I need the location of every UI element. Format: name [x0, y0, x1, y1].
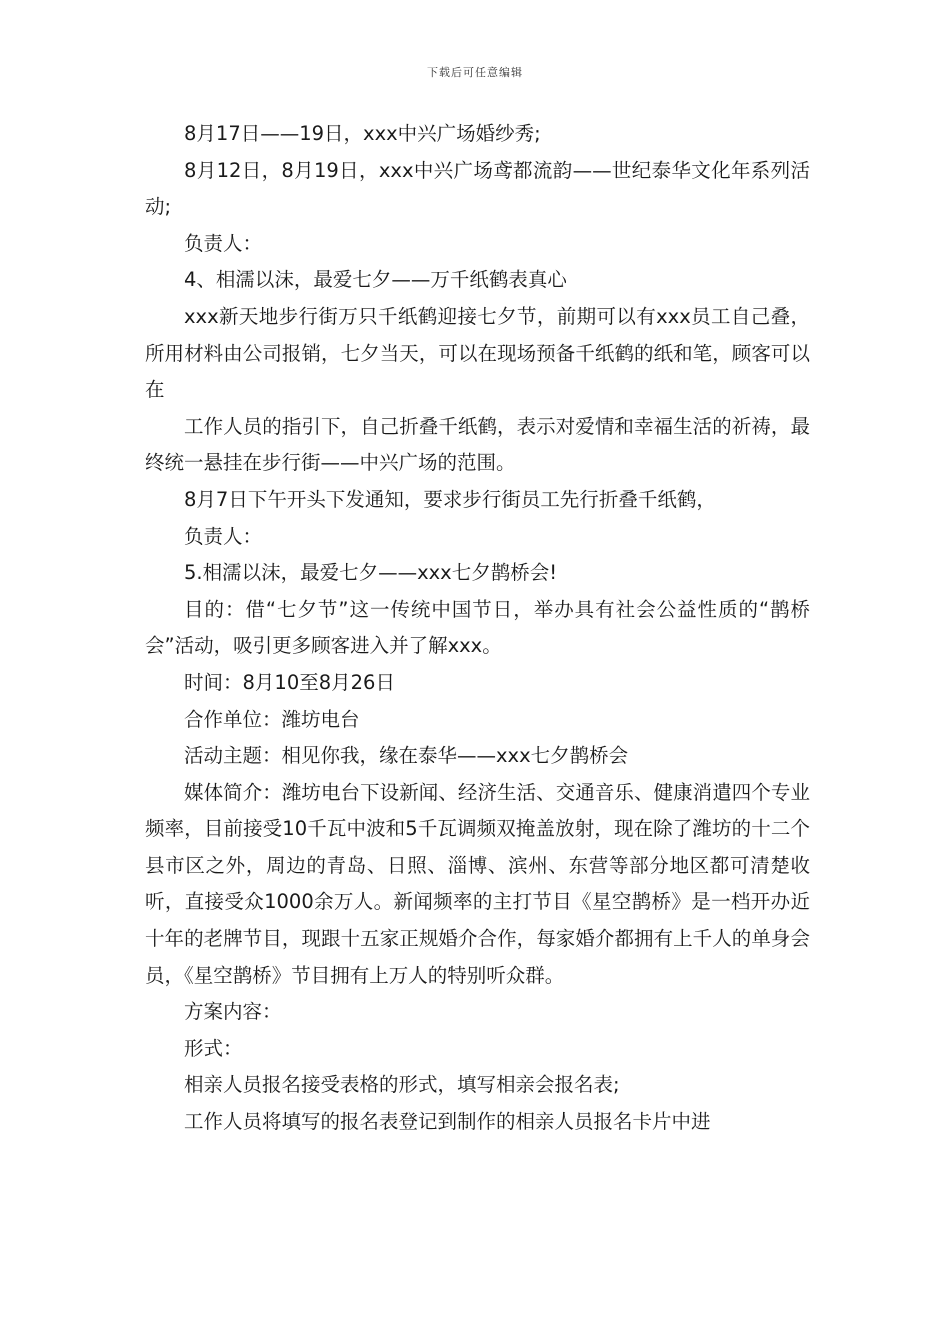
paragraph: 负责人： [184, 231, 263, 255]
paragraph: 8月12日，8月19日，xxx中兴广场鸢都流韵——世纪泰华文化年系列活动; [145, 158, 810, 219]
paragraph: 方案内容： [184, 1000, 282, 1024]
paragraph: 工作人员将填写的报名表登记到制作的相亲人员报名卡片中进 [184, 1110, 711, 1134]
body-text [145, 116, 810, 1141]
paragraph: 8月7日下午开头下发通知，要求步行街员工先行折叠千纸鹤， [184, 487, 716, 511]
paragraph: 活动主题：相见你我，缘在泰华——xxx七夕鹊桥会 [184, 744, 629, 768]
paragraph: 8月17日——19日，xxx中兴广场婚纱秀; [184, 122, 541, 145]
paragraph: 形式： [184, 1036, 243, 1060]
paragraph: 合作单位：潍坊电台 [184, 707, 360, 731]
paragraph: 相亲人员报名接受表格的形式，填写相亲会报名表; [184, 1073, 620, 1097]
paragraph: 5.相濡以沫，最爱七夕——xxx七夕鹊桥会! [184, 561, 558, 585]
paragraph: 媒体简介：潍坊电台下设新闻、经济生活、交通音乐、健康消遣四个专业频率，目前接受10千瓦中波和5千瓦调频双掩盖放射，现在除了潍坊的十二个县市区之外，周边的青岛、日照、淄博、滨州、东营等部分地区都可清楚收听，直接受众1000余万人。新闻频率的主打节目《星空鹊桥》是一档开办近十年的老牌节目，现跟十五家正规婚介合作，每家婚介都拥有上千人的单身会员，《星空鹊桥》节目拥有上万人的特别听众群。 [145, 780, 810, 987]
paragraph: 时间：8月10至8月26日 [184, 670, 395, 694]
paragraph: xxx新天地步行街万只千纸鹤迎接七夕节，前期可以有xxx员工自己叠，所用材料由公司报销，七夕当天，可以在现场预备千纸鹤的纸和笔，顾客可以在 [145, 304, 810, 402]
paragraph: 目的：借“七夕节”这一传统中国节日，举办具有社会公益性质的“鹊桥会”活动，吸引更多顾客进入并了解xxx。 [145, 597, 810, 658]
paragraph: 工作人员的指引下，自己折叠千纸鹤，表示对爱情和幸福生活的祈祷，最终统一悬挂在步行街——中兴广场的范围。 [145, 414, 810, 475]
header-note: 下载后可任意编辑 [427, 66, 523, 79]
paragraph: 4、相濡以沫，最爱七夕——万千纸鹤表真心 [184, 268, 567, 292]
paragraph: 负责人： [184, 524, 263, 548]
